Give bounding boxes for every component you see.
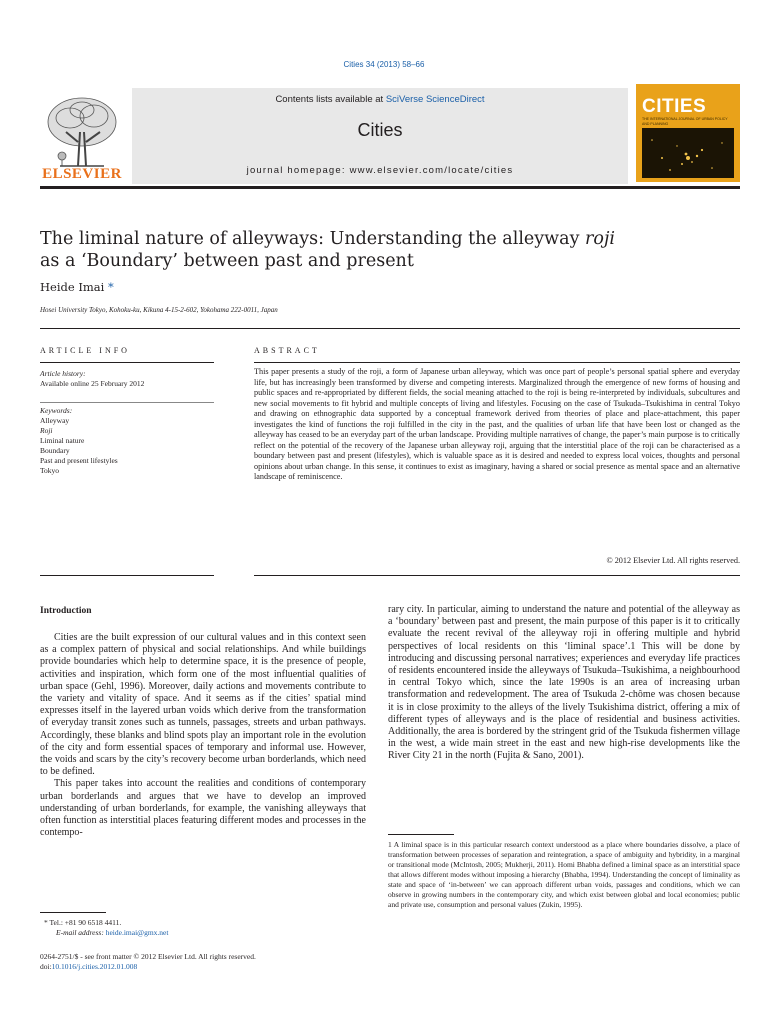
author-footnote-rule: [40, 912, 106, 913]
keyword: Past and present lifestyles: [40, 456, 118, 465]
cover-subtitle: THE INTERNATIONAL JOURNAL OF URBAN POLICY AND PLANNING: [642, 117, 728, 126]
sciencedirect-link[interactable]: SciVerse ScienceDirect: [385, 94, 485, 105]
keyword: Liminal nature: [40, 436, 85, 445]
contents-line: Contents lists available at SciVerse ScienceDirect: [275, 94, 485, 105]
header-rule: [40, 186, 740, 189]
author-name: Heide Imai *: [40, 280, 114, 294]
issn-doi-block: 0264-2751/$ - see front matter © 2012 Elsevier Ltd. All rights reserved. doi:10.1016/j.cities.2012.01.008: [40, 952, 256, 971]
title-roji: roji: [585, 229, 615, 249]
abstract-text: This paper presents a study of the roji, a form of Japanese urban alleyway, which was once part of people’s personal spatial sphere and everyday life, but has increasingly been transformed by diverse and competing interests. Marginalized through the emergence of new forms of housing and public spaces and re-appropriated by different fields, the social meaning attached to the roji is being re-interpreted by individuals, subcultures and new social movements to fit hybrid and multiple concepts of living and lifestyles. Focusing on the case of Tsukuda–Tsukishima in central Tokyo and drawing on ethnographic data supported by a conceptual framework derived from theories of place and place-attachment, this paper investigates the kind of functions the roji fulfilled in the city in the past, and the qualities of urban life that have been lost or changed as the alleyway has ceased to be an everyday part of the urban landscape. Providing multiple narratives of change, the paper’s main purpose is to critically reflect on the potential of the recovery of the Japanese urban alleyway roji, arguing that the interstitial place of the roji can be characterised as a boundary between past and present (lifestyles), which is valuable space as it is desired and needed to express local voices, thoughts and personal opinions about urban change. In this sense, it continues to exist as imaginary, having a shared or social presence as mental space and an alternative landscape of reminiscence.: [254, 367, 740, 481]
article-history: Article history: Available online 25 February 2012: [40, 369, 145, 388]
article-title: The liminal nature of alleyways: Understanding the alleyway roji as a ‘Boundary’ between past and present: [40, 229, 615, 271]
body-left-column: [40, 632, 366, 839]
journal-name: Cities: [357, 120, 403, 140]
keyword: Tokyo: [40, 466, 60, 475]
introduction-heading: Introduction: [40, 606, 92, 616]
abstract-heading: ABSTRACT: [254, 346, 320, 355]
footnote-rule: [388, 834, 454, 835]
cover-title: CITIES: [642, 96, 707, 117]
keyword: Roji: [40, 426, 53, 435]
body-right-column: [388, 604, 740, 763]
doi-link[interactable]: 10.1016/j.cities.2012.01.008: [51, 962, 138, 971]
author-footnote-mark[interactable]: *: [107, 280, 114, 294]
keyword: Alleyway: [40, 416, 70, 425]
abstract-copyright: © 2012 Elsevier Ltd. All rights reserved.: [606, 556, 740, 565]
keyword: Boundary: [40, 446, 70, 455]
affiliation: Hosei University Tokyo, Kohoku-ku, Kikuna 4-15-2-602, Yokohama 222-0011, Japan: [40, 306, 278, 314]
body-paragraph: rary city. In particular, aiming to understand the nature and potential of the alleyway as a ‘boundary’ between past and present, the main purpose of this paper is it to critically evaluate the recent revival of the alleyway roji in offering multiple and hybrid perspectives of local residents on this ‘liminal space’.1 This will be done by introducing and discussing personal narratives; experiences and everyday life practices of residents encountered inside the alleyways of Tsukuda–Tsukishima, a neighbourhood in central Tokyo which, since the late 1990s is an area of increasing urban transformation and redevelopment. The area of Tsukuda 2-chôme was chosen because it is in close proximity to the alleys of the lively Tsukishima district, offering a mix of different types of alleyways and is the place of residential and business activities. Additionally, the area is bordered by the stringent grid of the Tsukuda fishermen village in the west, a wide main street in the east and new high-rise developments like the River City 21 in the north (Fujita & Sano, 2001).: [388, 604, 740, 762]
title-rule: [40, 328, 740, 329]
author-email-link[interactable]: heide.imai@gmx.net: [105, 928, 169, 937]
article-info-heading: ARTICLE INFO: [40, 346, 130, 355]
journal-homepage[interactable]: journal homepage: www.elsevier.com/locate/cities: [246, 165, 514, 176]
corresponding-author: * Tel.: +81 90 6518 4411. E-mail address: heide.imai@gmx.net: [44, 918, 169, 937]
abstract-rule: [254, 362, 740, 363]
keywords-block: Keywords: Alleyway Roji Liminal nature Boundary Past and present lifestyles Tokyo: [40, 406, 118, 475]
body-paragraph: Cities are the built expression of our cultural values and in this context seen as a complex pattern of physical and social relationships. And while buildings provide boundaries which help to determine space, it is the presence of people, activities and inspiration, which form one of the most influential qualities of urban space (Gehl, 1996). Moreover, daily actions and movements contribute to the variety and vitality of space. And it seems as if the cities’ spatial mind expresses itself in the layered urban voids which derive from the transformation of everyday transit zones such as tunnels, passages, streets and urban pathways. Accordingly, these blanks and blind spots play an important role in the evolution of the city and form essential spaces of temporary and informal use. However, the voids and scars by the city’s recovery become urban borderlands, which need to be defined.: [40, 632, 366, 778]
elsevier-wordmark: ELSEVIER: [42, 166, 122, 182]
history-rule: [40, 402, 214, 403]
body-paragraph: This paper takes into account the realities and conditions of contemporary urban borderlands and argues that we have to develop an improved understanding of urban borderlands, for example, the vanishing alleyways that often function as interstitial places featuring different modes and processes in the contempo-: [40, 778, 366, 839]
footnote-1: 1 A liminal space is in this particular research context understood as a place where boundaries dissolve, a place of transformation between processes of separation and reintegration, a space of ambiguity and hybridity, in a marginal or transitional mode (McIntosh, 2005; Mukherji, 2011). Homi Bhabha defined a liminal space as an interstitial space that allows different modes without imposing a hierarchy (Bhabha, 1994). Understanding the concept of liminality as state and space of ‘in-between’ we can approach different urban voids, passages and conditions, which we can observe in growing numbers in the contemporary city, and which exist between global and local economies; public and private use, consumption and personal values (Zukin, 1995).: [388, 840, 740, 909]
running-head[interactable]: Cities 34 (2013) 58–66: [343, 60, 425, 69]
cover-city-lights-image: [642, 128, 734, 178]
article-info-bottom-rule: [40, 575, 214, 576]
abstract-bottom-rule: [254, 575, 740, 576]
article-info-rule: [40, 362, 214, 363]
